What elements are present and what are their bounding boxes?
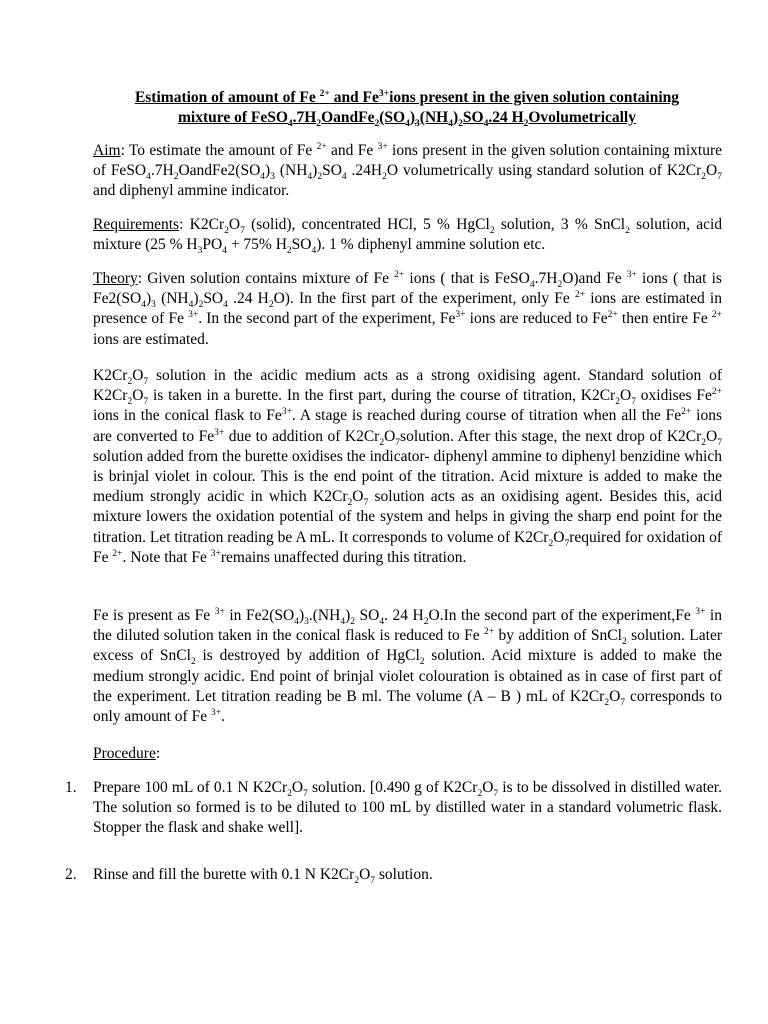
theory-paragraph (93, 269, 722, 350)
title-line-2: mixture of $FeSO_4.7H_2OandFe_2(SO_4)_3(NH_4)_2SO_4.24$ $H_2Ovolumetrically$ (178, 109, 636, 130)
aim-paragraph (93, 141, 722, 202)
aim-text: : To estimate the amount of Fe $^{2+}$ and Fe $^{3+}$ ions present in the given solution containing mixture of $FeSO_4.7H_2OandFe2(SO_4)_3$ $(NH_4)_2SO_4$ $.24H_2O$ volumetrically using standard solution of $K2Cr_2O_7$ and diphenyl ammine indicator. (93, 141, 722, 200)
procedure-heading: Procedure: (93, 745, 161, 762)
procedure-label: Procedure (93, 745, 156, 762)
theory-text: : Given solution contains mixture of Fe $^{2+}$ ions ( that is $FeSO_4.7H_2O)and$ Fe $^{3+}$ ions ( that is $Fe2(SO_4)_3$ $(NH_4)_2SO_4$ .24 $H_2O$). In the first part of the experiment, only Fe $^{2+}$ ions are estimated in presence of Fe $^{3+}$. In the second part of the experiment, $Fe^{3+}$ ions are reduced to $Fe^{2+}$ then entire Fe $^{2+}$ ions are estimated. (93, 269, 722, 348)
requirements-paragraph (93, 215, 722, 255)
step-number: 2. (65, 866, 77, 883)
title-line-1: Estimation of amount of Fe $^{2+}$ and $Fe^{3+}ions$ present in the given solution containing (134, 88, 680, 106)
page-title (92, 88, 722, 128)
step-number: 1. (65, 779, 77, 796)
theory-label: Theory (93, 270, 138, 287)
second-part-paragraph: Fe is present as Fe $^{3+}$ in $Fe2(SO_4)_3.(NH_4)_2$ $SO_4$. 24 $H_2O.In$ the second part of the experiment,Fe $^{3+}$ in the diluted solution taken in the conical flask is reduced to Fe $^{2+}$ by addition of SnCl$_2$ solution. Later excess of SnCl$_2$ is destroyed by addition of HgCl$_2$ solution. Acid mixture is added to make the medium strongly acidic. End point of brinjal violet colouration is obtained as in case of first part of the experiment. Let titration reading be B ml. The volume (A – B ) mL of $K2Cr_2O_7$ corresponds to only amount of Fe $^{3+}$. (93, 606, 723, 726)
step-text: Prepare 100 mL of 0.1 N $K2Cr_2O_7$ solution. [0.490 g of $K2Cr_2O_7$ is to be dissolved in distilled water. The solution so formed is to be diluted to 100 mL by distilled water in a standard volumetric flask. Stopper the flask and shake well]. (93, 779, 722, 837)
dichromate-paragraph: $K2Cr_2O_7$ solution in the acidic medium acts as a strong oxidising agent. Standard solution of $K2Cr_2O_7$ is taken in a burette. In the first part, during the course of titration, $K2Cr_2O_7$ oxidises $Fe^{2+}$ ions in the conical flask to $Fe^{3+}$. A stage is reached during course of titration when all the $Fe^{2+}$ ions are converted to $Fe^{3+}$ due to addition of $K2Cr_2O_7solution$. After this stage, the next drop of $K2Cr_2O_7$ solution added from the burette oxidises the indicator- diphenyl ammine to diphenyl benzidine which is brinjal violet in colour. This is the end point of the titration. Acid mixture is added to make the medium strongly acidic in which $K2Cr_2O_7$ solution acts as an oxidising agent. Besides this, acid mixture lowers the oxidation potential of the system and helps in giving the sharp end point for the titration. Let titration reading be A mL. It corresponds to volume of $K2Cr_2O_7required$ for oxidation of Fe $^{2+}$. Note that Fe $^{3+}$remains unaffected during this titration. (93, 367, 723, 566)
requirements-text: : $K2Cr_2O_7$ (solid), concentrated HCl, 5 % HgCl$_2$ solution, 3 % SnCl$_2$ solution, acid mixture (25 % $H_3PO_4 + 75\%$ $H_2SO_4$). 1 % diphenyl ammine solution etc. (93, 216, 723, 257)
requirements-label: Requirements (93, 216, 180, 233)
step-text: Rinse and fill the burette with 0.1 N $K2Cr_2O_7$ solution. (93, 866, 433, 887)
aim-label: Aim (93, 142, 121, 159)
